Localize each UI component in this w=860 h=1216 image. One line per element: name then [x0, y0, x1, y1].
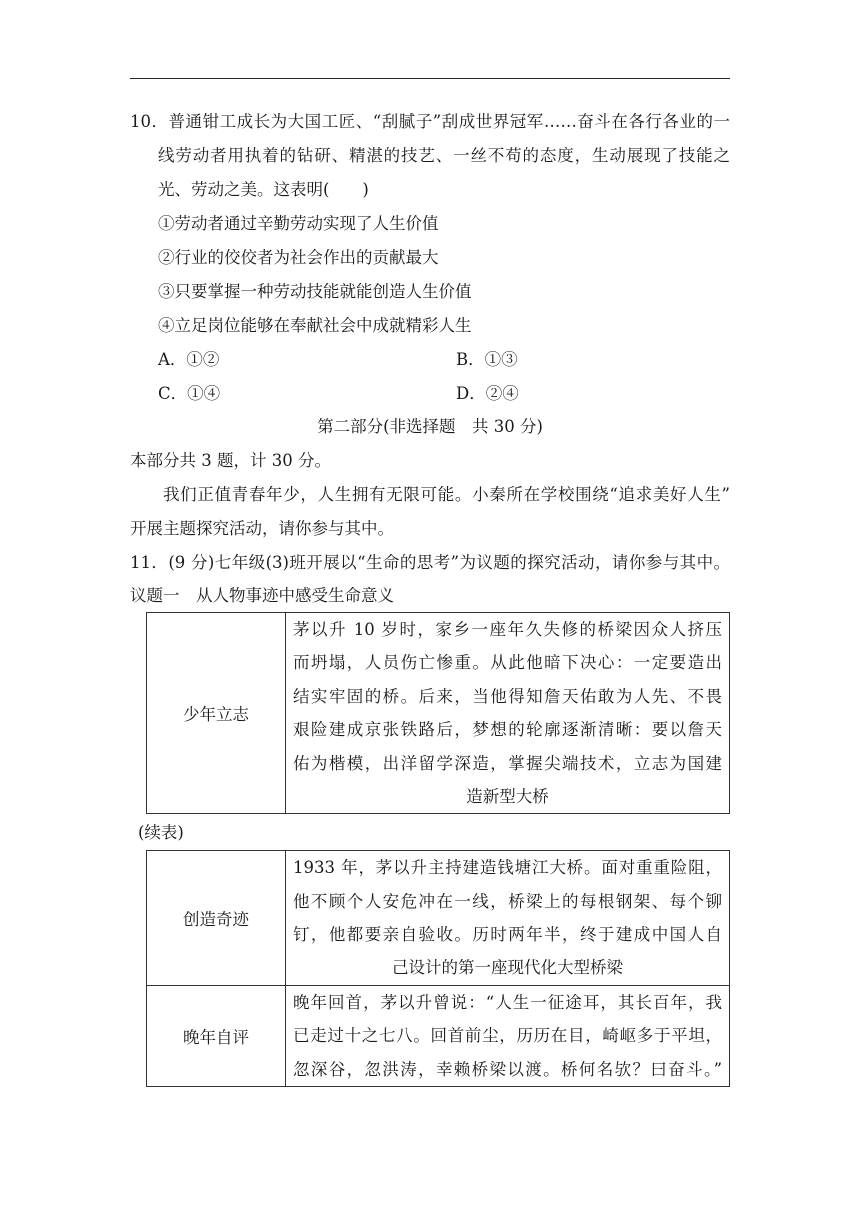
- q10-statement-3: ③只要掌握一种劳动技能就能创造人生价值: [158, 282, 472, 301]
- table-text-line: 己设计的第一座现代化大型桥梁: [392, 958, 623, 978]
- header-rule: [130, 78, 730, 79]
- table-text-cell: [286, 851, 730, 986]
- table-text-line: 而坍塌，人员伤亡惨重。从此他暗下决心：一定要造出: [293, 653, 722, 673]
- part2-intro-line-1: 我们正值青春年少，人生拥有无限可能。小秦所在学校围绕“追求美好人生”: [163, 485, 730, 504]
- table-text-line: 艰险建成京张铁路后，梦想的轮廓逐渐清晰：要以詹天: [293, 720, 722, 740]
- q10-stem-line-1: 10．普通钳工成长为大国工匠、“刮腻子”刮成世界冠军……奋斗在各行各业的一: [130, 112, 730, 131]
- q10-option-c: C．①④: [158, 384, 221, 403]
- q10-stem-line-2: 线劳动者用执着的钻研、精湛的技艺、一丝不苟的态度，生动展现了技能之: [158, 146, 730, 165]
- table-text-cell: [286, 613, 730, 814]
- table-label-cell: 少年立志: [147, 613, 286, 814]
- table-text-line: 造新型大桥: [466, 786, 549, 806]
- q10-statement-4: ④立足岗位能够在奉献社会中成就精彩人生: [158, 316, 472, 335]
- table-text-line: 已走过十之七八。回首前尘，历历在目，崎岖多于平坦，: [293, 1026, 722, 1046]
- table-text-line: 茅以升 10 岁时，家乡一座年久失修的桥梁因众人挤压: [293, 620, 722, 639]
- table-row: [147, 613, 730, 814]
- q10-option-d: D．②④: [456, 384, 519, 403]
- table-text-line: 钉，他都要亲自验收。历时两年半，终于建成中国人自: [293, 925, 722, 944]
- q10-stem-line-3: 光、劳动之美。这表明( ): [158, 180, 369, 199]
- table-text-line: 佑为楷模，出洋留学深造，掌握尖端技术，立志为国建: [293, 753, 722, 773]
- table-text-cell: [286, 986, 730, 1087]
- q10-option-a: A．①②: [158, 350, 220, 369]
- part2-intro-line-2: 开展主题探究活动，请你参与其中。: [130, 519, 394, 538]
- q11-stem: 11．(9 分)七年级(3)班开展以“生命的思考”为议题的探究活动，请你参与其中。: [130, 553, 730, 572]
- part2-heading: 第二部分(非选择题 共 30 分): [317, 417, 543, 436]
- table-row: [147, 986, 730, 1087]
- table-continued-label: (续表): [138, 823, 184, 842]
- q11-table-1: [146, 612, 730, 814]
- q10-statement-1: ①劳动者通过辛勤劳动实现了人生价值: [158, 214, 439, 233]
- q10-statement-2: ②行业的佼佼者为社会作出的贡献最大: [158, 248, 439, 267]
- table-label-cell: 创造奇迹: [147, 851, 286, 986]
- table-row: [147, 851, 730, 986]
- part2-note: 本部分共 3 题，计 30 分。: [130, 451, 331, 470]
- q10-option-b: B．①③: [456, 350, 518, 369]
- table-text-line: 他不顾个人安危冲在一线，桥梁上的每根钢架、每个铆: [293, 891, 722, 911]
- table-text-line: 1933 年，茅以升主持建造钱塘江大桥。面对重重险阻，: [293, 858, 722, 878]
- table-label-cell: 晚年自评: [147, 986, 286, 1087]
- table-text-line: 晚年回首，茅以升曾说：“人生一征途耳，其长百年，我: [293, 993, 722, 1012]
- table-text-line: 结实牢固的桥。后来，当他得知詹天佑敢为人先、不畏: [293, 686, 722, 706]
- q11-topic-1: 议题一 从人物事迹中感受生命意义: [130, 586, 394, 605]
- table-text-line: 忽深谷，忽洪涛，幸赖桥梁以渡。桥何名欤？曰奋斗。”: [293, 1059, 722, 1079]
- q11-table-2: [146, 850, 730, 1087]
